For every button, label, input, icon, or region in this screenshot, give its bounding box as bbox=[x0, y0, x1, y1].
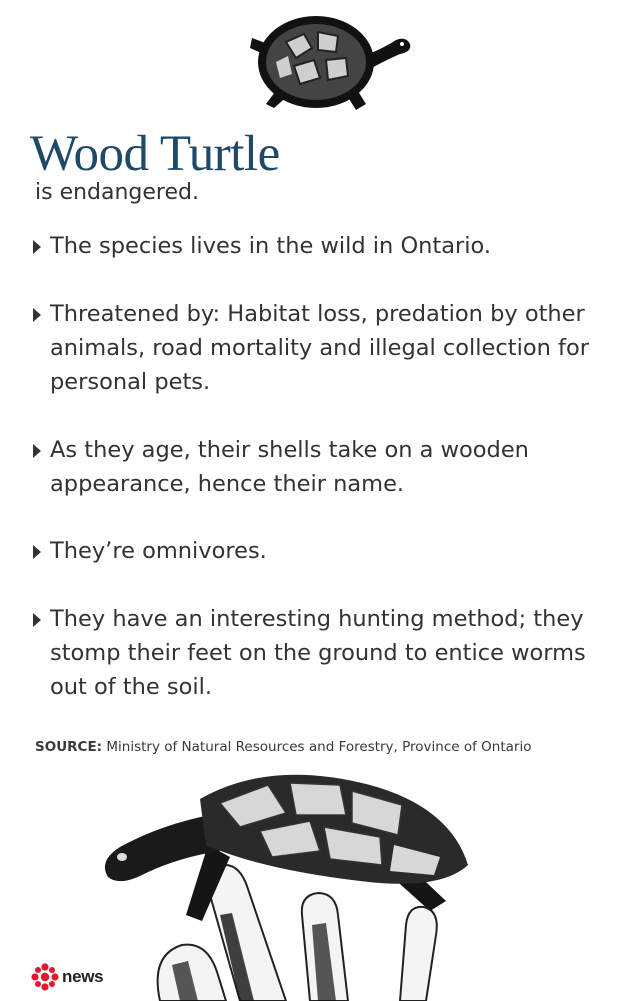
brand-logo bbox=[31, 962, 103, 992]
fact-text: The species lives in the wild in Ontario. bbox=[50, 233, 492, 259]
fact-text: They have an interesting hunting method; they stomp their feet on the ground to entice worms out of the soil. bbox=[50, 606, 586, 700]
page-title: Wood Turtle bbox=[30, 126, 280, 182]
triangle-bullet-icon bbox=[33, 613, 41, 627]
cbc-gem-logo-icon bbox=[31, 963, 59, 991]
fact-item bbox=[33, 229, 608, 263]
top-turtle-photo bbox=[238, 4, 416, 116]
brand-news-label: news bbox=[62, 967, 104, 986]
fact-item bbox=[33, 297, 608, 399]
fact-item bbox=[33, 433, 608, 501]
page-subtitle: is endangered. bbox=[35, 180, 199, 205]
fact-text: Threatened by: Habitat loss, predation by other animals, road mortality and illegal collection for personal pets. bbox=[50, 301, 589, 395]
source-note bbox=[35, 737, 531, 757]
triangle-bullet-icon bbox=[33, 240, 41, 254]
fact-item bbox=[33, 602, 608, 704]
triangle-bullet-icon bbox=[33, 545, 41, 559]
fact-item bbox=[33, 534, 608, 568]
source-label: SOURCE: bbox=[35, 739, 103, 755]
fact-text: As they age, their shells take on a wooden appearance, hence their name. bbox=[50, 437, 529, 497]
fact-text: They’re omnivores. bbox=[50, 538, 267, 564]
source-text: Ministry of Natural Resources and Forestry, Province of Ontario bbox=[106, 739, 532, 755]
turtle-in-hand-photo bbox=[90, 765, 510, 1001]
triangle-bullet-icon bbox=[33, 444, 41, 458]
triangle-bullet-icon bbox=[33, 308, 41, 322]
